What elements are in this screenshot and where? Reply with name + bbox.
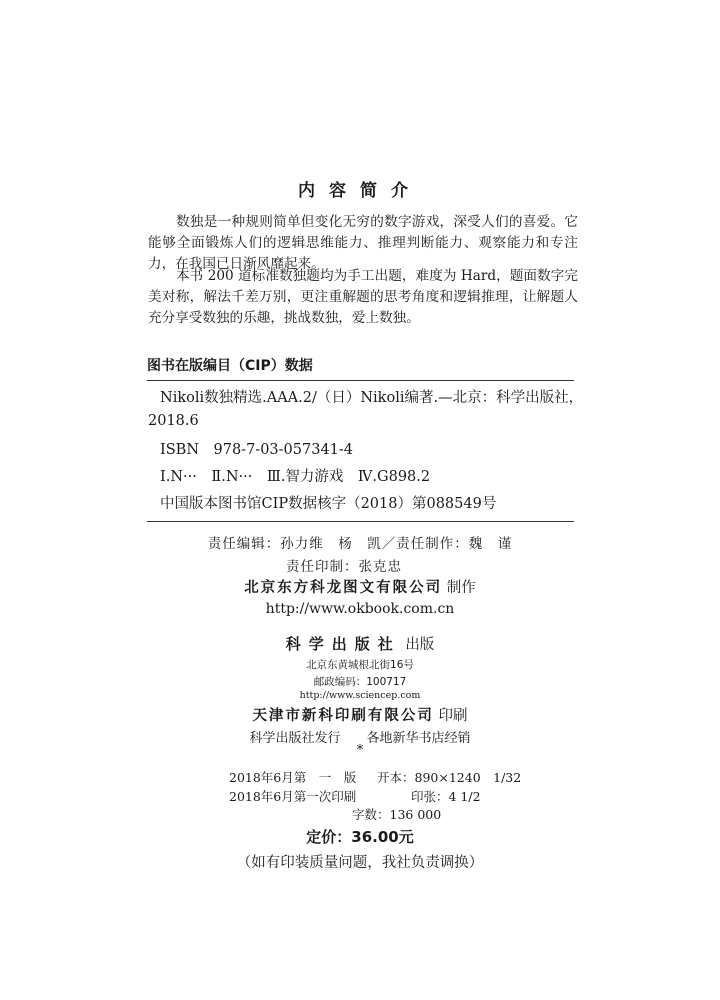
- publisher-website: http://www.sciencep.com: [299, 690, 421, 701]
- cip-bottom-divider: [147, 521, 574, 522]
- cip-title: 图书在版编目（CIP）数据: [147, 358, 313, 374]
- publisher-line: [0, 633, 720, 654]
- intro-paragraph-1: 数独是一种规则简单但变化无穷的数字游戏，深受人们的喜爱。它能够全面锻炼人们的逻辑思维能力、推理判断能力、观察能力和专注力，在我国已日渐风靡起来。: [148, 214, 578, 272]
- editors-credit: 责任编辑：孙力维 杨 凯／责任制作：魏 谨: [207, 536, 513, 552]
- cip-bibliographic-line: Nikoli数独精选.AAA.2/（日）Nikoli编著.—北京：科学出版社，: [160, 390, 584, 406]
- publisher-role: 出版: [405, 637, 435, 653]
- printing-info: 2018年6月第一次印刷: [229, 789, 357, 804]
- cip-isbn: ISBN 978-7-03-057341-4: [160, 442, 354, 458]
- printer-line: [0, 704, 720, 725]
- producer-line: [0, 576, 720, 597]
- edition-info: 2018年6月第 一 版: [229, 770, 357, 785]
- cip-bibliographic-date: 2018.6: [148, 413, 199, 429]
- producer-name: 北京东方科龙图文有限公司: [244, 580, 443, 596]
- intro-paragraph-2: 本书 200 道标准数独题均为手工出题，难度为 Hard，题面数字完美对称，解法千差万别，更注重解题的思考角度和逻辑推理，让解题人充分享受数独的乐趣，挑战数独，爱上数独。: [148, 268, 578, 326]
- printer-role: 印刷: [438, 708, 468, 724]
- cip-classification: Ⅰ.N··· Ⅱ.N··· Ⅲ.智力游戏 Ⅳ.G898.2: [160, 469, 431, 485]
- producer-role: 制作: [446, 580, 476, 596]
- cip-top-divider: [147, 380, 574, 381]
- distribution-line: 科学出版社发行 各地新华书店经销: [249, 731, 471, 746]
- producer-website: http://www.okbook.com.cn: [265, 601, 455, 617]
- sheets-info: 印张：4 1/2: [411, 789, 481, 804]
- quality-notice: （如有印装质量问题，我社负责调换）: [236, 855, 484, 871]
- intro-heading: 内容简介: [298, 181, 422, 201]
- printer-name: 天津市新科印刷有限公司: [252, 708, 434, 724]
- print-editor-credit: 责任印制：张克忠: [286, 559, 402, 575]
- publisher-address: 北京东黄城根北街16号: [306, 659, 414, 671]
- word-count-info: 字数：136 000: [352, 807, 442, 822]
- format-info: 开本：890×1240 1/32: [377, 770, 522, 785]
- price: 定价：36.00元: [306, 828, 414, 846]
- publisher-name: 科学出版社: [285, 635, 401, 653]
- cip-record-number: 中国版本图书馆CIP数据核字（2018）第088549号: [160, 496, 497, 512]
- separator-star: *: [356, 743, 364, 758]
- publisher-zip: 邮政编码：100717: [313, 676, 407, 688]
